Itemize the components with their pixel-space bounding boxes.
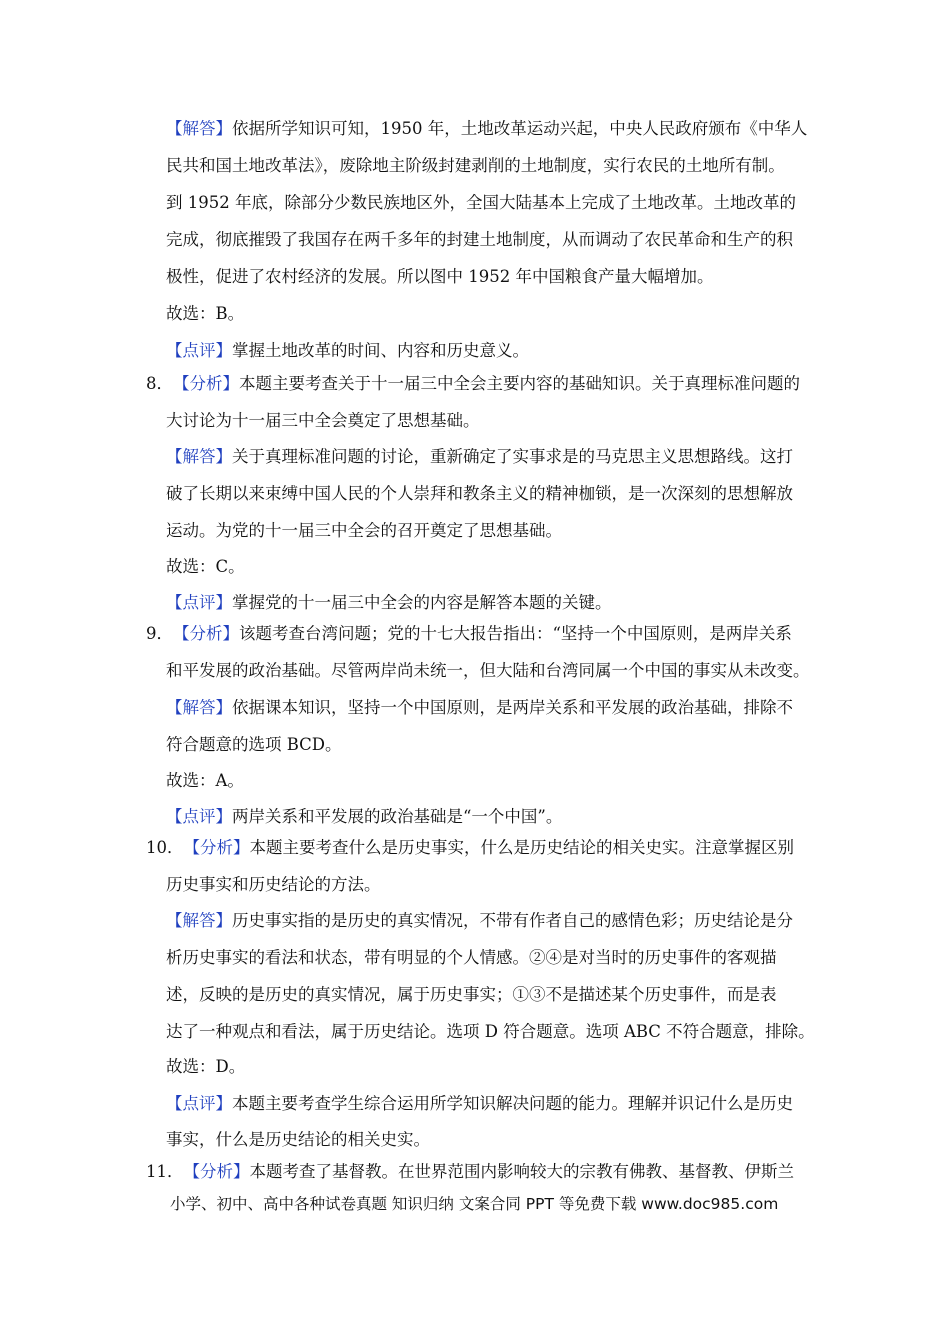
text-line: 和平发展的政治基础。尽管两岸尚未统一，但大陆和台湾同属一个中国的事实从未改变。 [166, 661, 810, 680]
question-number: 8． [146, 374, 173, 393]
analysis-tag: 【分析】 [183, 1162, 250, 1181]
text-line: 大讨论为十一届三中全会奠定了思想基础。 [166, 411, 480, 430]
line-text: 依据课本知识，坚持一个中国原则，是两岸关系和平发展的政治基础，排除不 [232, 698, 793, 717]
question-number: 11． [146, 1162, 184, 1181]
line-text: 掌握党的十一届三中全会的内容是解答本题的关键。 [232, 593, 612, 612]
question-8-analysis [146, 373, 800, 395]
question-number: 9． [146, 624, 173, 643]
question-11-analysis [146, 1161, 794, 1183]
comment-line [166, 592, 612, 614]
text-line: 到 1952 年底，除部分少数民族地区外，全国大陆基本上完成了土地改革。土地改革的 [166, 193, 796, 212]
answer-tag: 【解答】 [166, 119, 232, 138]
text-line: 析历史事实的看法和状态，带有明显的个人情感。②④是对当时的历史事件的客观描 [166, 948, 777, 967]
comment-line [166, 340, 529, 362]
line-text: 本题考查了基督教。在世界范围内影响较大的宗教有佛教、基督教、伊斯兰 [249, 1162, 794, 1181]
answer-tag: 【解答】 [166, 698, 232, 717]
answer-tag: 【解答】 [166, 447, 232, 466]
text-line: 历史事实和历史结论的方法。 [166, 875, 381, 894]
question-number: 10． [146, 838, 184, 857]
analysis-tag: 【分析】 [173, 374, 239, 393]
choice-line: 故选：C。 [166, 557, 245, 576]
analysis-tag: 【分析】 [183, 838, 250, 857]
question-9-analysis [146, 623, 792, 645]
line-text: 掌握土地改革的时间、内容和历史意义。 [232, 341, 529, 360]
line-text: 该题考查台湾问题；党的十七大报告指出：“坚持一个中国原则，是两岸关系 [239, 624, 792, 643]
line-text: 本题主要考查关于十一届三中全会主要内容的基础知识。关于真理标准问题的 [239, 374, 800, 393]
answer-line [166, 910, 793, 932]
line-text: 两岸关系和平发展的政治基础是“一个中国”。 [232, 807, 563, 826]
analysis-tag: 【分析】 [173, 624, 239, 643]
comment-line [166, 806, 562, 828]
footer-watermark: 小学、初中、高中各种试卷真题 知识归纳 文案合同 PPT 等免费下载 www.doc985.com [170, 1195, 779, 1213]
line-text: 本题主要考查什么是历史事实，什么是历史结论的相关史实。注意掌握区别 [249, 838, 794, 857]
answer-line [166, 697, 793, 719]
text-line: 完成，彻底摧毁了我国存在两千多年的封建土地制度，从而调动了农民革命和生产的积 [166, 230, 793, 249]
text-line: 符合题意的选项 BCD。 [166, 735, 342, 754]
text-line: 运动。为党的十一届三中全会的召开奠定了思想基础。 [166, 521, 562, 540]
line-text: 历史事实指的是历史的真实情况，不带有作者自己的感情色彩；历史结论是分 [232, 911, 793, 930]
text-line: 极性，促进了农村经济的发展。所以图中 1952 年中国粮食产量大幅增加。 [166, 267, 714, 286]
line-text: 本题主要考查学生综合运用所学知识解决问题的能力。理解并识记什么是历史 [232, 1094, 793, 1113]
text-line: 破了长期以来束缚中国人民的个人崇拜和教条主义的精神枷锁，是一次深刻的思想解放 [166, 484, 793, 503]
comment-line [166, 1093, 793, 1115]
text-line: 达了一种观点和看法，属于历史结论。选项 D 符合题意。选项 ABC 不符合题意，排除。 [166, 1022, 815, 1041]
answer-line [166, 118, 807, 140]
choice-line: 故选：D。 [166, 1057, 246, 1076]
line-text: 依据所学知识可知，1950 年，土地改革运动兴起，中央人民政府颁布《中华人 [232, 119, 808, 138]
text-line: 述，反映的是历史的真实情况，属于历史事实；①③不是描述某个历史事件，而是表 [166, 985, 777, 1004]
text-line: 民共和国土地改革法》，废除地主阶级封建剥削的土地制度，实行农民的土地所有制。 [166, 156, 785, 175]
line-text: 关于真理标准问题的讨论，重新确定了实事求是的马克思主义思想路线。这打 [232, 447, 793, 466]
question-10-analysis [146, 837, 794, 859]
comment-tag: 【点评】 [166, 341, 232, 360]
comment-tag: 【点评】 [166, 593, 232, 612]
answer-line [166, 446, 793, 468]
choice-line: 故选：A。 [166, 771, 244, 790]
comment-tag: 【点评】 [166, 807, 232, 826]
answer-tag: 【解答】 [166, 911, 232, 930]
text-line: 事实，什么是历史结论的相关史实。 [166, 1130, 430, 1149]
comment-tag: 【点评】 [166, 1094, 232, 1113]
choice-line: 故选：B。 [166, 304, 245, 323]
